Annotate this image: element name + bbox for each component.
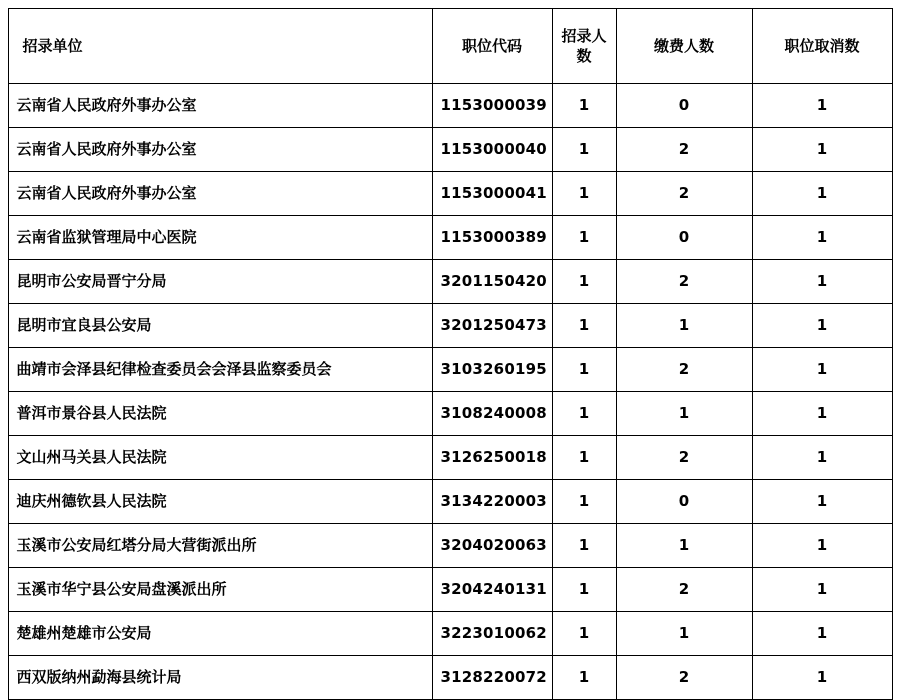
cell-unit: 昆明市宜良县公安局 bbox=[8, 304, 432, 348]
table-header-row bbox=[8, 9, 892, 84]
cell-cancelled: 1 bbox=[752, 348, 892, 392]
cell-code: 3108240008 bbox=[432, 392, 552, 436]
cell-code: 1153000039 bbox=[432, 84, 552, 128]
cell-paid: 2 bbox=[616, 128, 752, 172]
cell-code: 3126250018 bbox=[432, 436, 552, 480]
table-row bbox=[8, 216, 892, 260]
table-row bbox=[8, 392, 892, 436]
cell-hired: 1 bbox=[552, 348, 616, 392]
cell-paid: 2 bbox=[616, 568, 752, 612]
table-row bbox=[8, 436, 892, 480]
cell-code: 3201150420 bbox=[432, 260, 552, 304]
table-row bbox=[8, 128, 892, 172]
cell-hired: 1 bbox=[552, 480, 616, 524]
table-row bbox=[8, 524, 892, 568]
cell-code: 1153000040 bbox=[432, 128, 552, 172]
table-row bbox=[8, 656, 892, 700]
cell-hired: 1 bbox=[552, 304, 616, 348]
column-header-cancelled bbox=[752, 9, 892, 84]
cell-paid: 0 bbox=[616, 216, 752, 260]
cell-paid: 1 bbox=[616, 304, 752, 348]
column-header-code-label: 职位代码 bbox=[461, 36, 522, 55]
cell-code: 1153000041 bbox=[432, 172, 552, 216]
cell-paid: 2 bbox=[616, 172, 752, 216]
cell-cancelled: 1 bbox=[752, 436, 892, 480]
table-header bbox=[8, 9, 892, 84]
column-header-hired bbox=[552, 9, 616, 84]
cell-cancelled: 1 bbox=[752, 84, 892, 128]
cell-code: 3201250473 bbox=[432, 304, 552, 348]
table-row bbox=[8, 480, 892, 524]
column-header-unit-label: 招录单位 bbox=[22, 36, 83, 55]
cell-cancelled: 1 bbox=[752, 568, 892, 612]
column-header-code bbox=[432, 9, 552, 84]
cell-cancelled: 1 bbox=[752, 612, 892, 656]
column-header-cancelled-label: 职位取消数 bbox=[784, 36, 860, 55]
column-header-unit bbox=[8, 9, 432, 84]
cell-hired: 1 bbox=[552, 392, 616, 436]
recruitment-table bbox=[8, 8, 893, 700]
table-row bbox=[8, 612, 892, 656]
column-header-paid-label: 缴费人数 bbox=[653, 36, 714, 55]
table-body bbox=[8, 84, 892, 700]
cell-hired: 1 bbox=[552, 436, 616, 480]
cell-hired: 1 bbox=[552, 128, 616, 172]
cell-paid: 1 bbox=[616, 524, 752, 568]
column-header-paid bbox=[616, 9, 752, 84]
table-row bbox=[8, 568, 892, 612]
cell-code: 3128220072 bbox=[432, 656, 552, 700]
cell-paid: 2 bbox=[616, 260, 752, 304]
table-row bbox=[8, 172, 892, 216]
cell-hired: 1 bbox=[552, 612, 616, 656]
cell-cancelled: 1 bbox=[752, 304, 892, 348]
cell-unit: 迪庆州德钦县人民法院 bbox=[8, 480, 432, 524]
cell-hired: 1 bbox=[552, 656, 616, 700]
cell-hired: 1 bbox=[552, 84, 616, 128]
cell-hired: 1 bbox=[552, 260, 616, 304]
cell-paid: 1 bbox=[616, 392, 752, 436]
cell-code: 3134220003 bbox=[432, 480, 552, 524]
cell-unit: 云南省人民政府外事办公室 bbox=[8, 84, 432, 128]
cell-cancelled: 1 bbox=[752, 392, 892, 436]
cell-hired: 1 bbox=[552, 172, 616, 216]
cell-unit: 普洱市景谷县人民法院 bbox=[8, 392, 432, 436]
column-header-hired-label: 招录人数 bbox=[561, 26, 607, 65]
cell-unit: 曲靖市会泽县纪律检查委员会会泽县监察委员会 bbox=[8, 348, 432, 392]
cell-code: 3204240131 bbox=[432, 568, 552, 612]
cell-cancelled: 1 bbox=[752, 480, 892, 524]
cell-cancelled: 1 bbox=[752, 216, 892, 260]
cell-cancelled: 1 bbox=[752, 656, 892, 700]
cell-paid: 0 bbox=[616, 84, 752, 128]
cell-cancelled: 1 bbox=[752, 172, 892, 216]
cell-unit: 文山州马关县人民法院 bbox=[8, 436, 432, 480]
cell-code: 3223010062 bbox=[432, 612, 552, 656]
cell-unit: 云南省人民政府外事办公室 bbox=[8, 172, 432, 216]
cell-unit: 云南省人民政府外事办公室 bbox=[8, 128, 432, 172]
cell-paid: 2 bbox=[616, 436, 752, 480]
cell-hired: 1 bbox=[552, 216, 616, 260]
cell-code: 1153000389 bbox=[432, 216, 552, 260]
cell-unit: 西双版纳州勐海县统计局 bbox=[8, 656, 432, 700]
cell-unit: 玉溪市公安局红塔分局大营街派出所 bbox=[8, 524, 432, 568]
cell-unit: 云南省监狱管理局中心医院 bbox=[8, 216, 432, 260]
cell-paid: 0 bbox=[616, 480, 752, 524]
cell-paid: 1 bbox=[616, 612, 752, 656]
cell-code: 3204020063 bbox=[432, 524, 552, 568]
cell-paid: 2 bbox=[616, 656, 752, 700]
cell-hired: 1 bbox=[552, 524, 616, 568]
cell-cancelled: 1 bbox=[752, 260, 892, 304]
table-row bbox=[8, 304, 892, 348]
cell-unit: 玉溪市华宁县公安局盘溪派出所 bbox=[8, 568, 432, 612]
cell-hired: 1 bbox=[552, 568, 616, 612]
cell-code: 3103260195 bbox=[432, 348, 552, 392]
cell-unit: 楚雄州楚雄市公安局 bbox=[8, 612, 432, 656]
cell-cancelled: 1 bbox=[752, 128, 892, 172]
table-row bbox=[8, 348, 892, 392]
table-row bbox=[8, 260, 892, 304]
table-row bbox=[8, 84, 892, 128]
cell-paid: 2 bbox=[616, 348, 752, 392]
cell-unit: 昆明市公安局晋宁分局 bbox=[8, 260, 432, 304]
cell-cancelled: 1 bbox=[752, 524, 892, 568]
